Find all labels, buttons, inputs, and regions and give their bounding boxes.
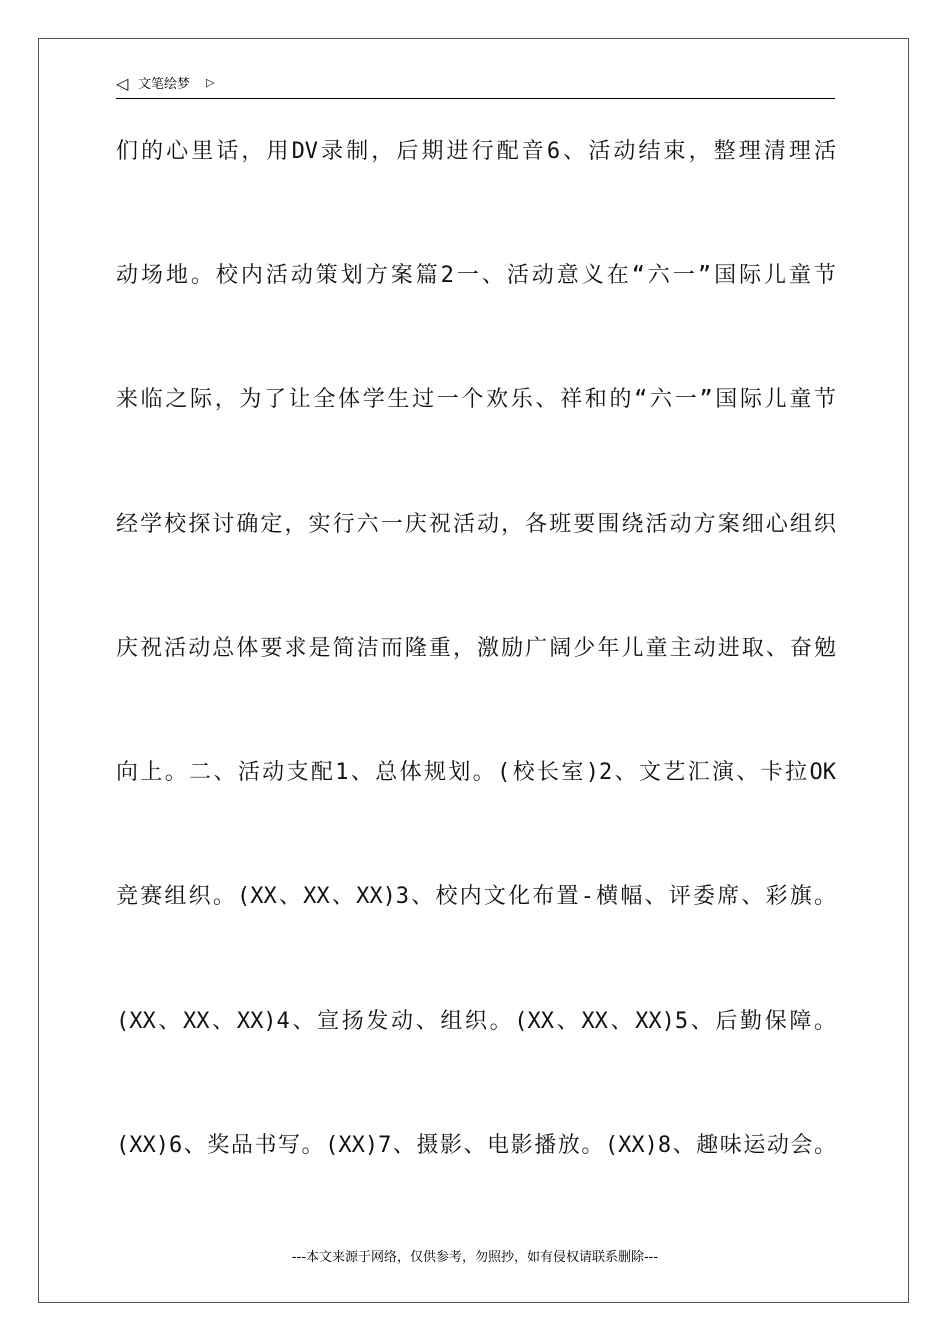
page-footer: ---本文来源于网络，仅供参考，勿照抄，如有侵权请联系删除--- bbox=[291, 1250, 659, 1265]
body-line: 竞赛组织。(XX、XX、XX)3、校内文化布置-横幅、评委席、彩旗。 bbox=[116, 884, 836, 909]
body-line: 来临之际，为了让全体学生过一个欢乐、祥和的“六一”国际儿童节 bbox=[116, 387, 836, 412]
body-line: 们的心里话，用DV录制，后期进行配音6、活动结束，整理清理活 bbox=[116, 139, 836, 164]
triangle-right-icon: ▷ bbox=[206, 76, 215, 89]
body-line: 经学校探讨确定，实行六一庆祝活动，各班要围绕活动方案细心组织 bbox=[116, 512, 836, 537]
body-line: (XX、XX、XX)4、宣扬发动、组织。(XX、XX、XX)5、后勤保障。 bbox=[116, 1009, 836, 1034]
body-line: 庆祝活动总体要求是简洁而隆重，激励广阔少年儿童主动进取、奋勉 bbox=[116, 636, 836, 661]
triangle-left-icon: ◁ bbox=[116, 74, 129, 93]
body-line: (XX)6、奖品书写。(XX)7、摄影、电影播放。(XX)8、趣味运动会。 bbox=[116, 1133, 836, 1158]
body-line: 动场地。校内活动策划方案篇2一、活动意义在“六一”国际儿童节 bbox=[116, 263, 836, 288]
body-line: 向上。二、活动支配1、总体规划。(校长室)2、文艺汇演、卡拉OK bbox=[116, 760, 836, 785]
page-header bbox=[116, 72, 835, 99]
page-frame bbox=[38, 38, 909, 1303]
header-brand: 文笔绘梦 bbox=[138, 77, 191, 92]
